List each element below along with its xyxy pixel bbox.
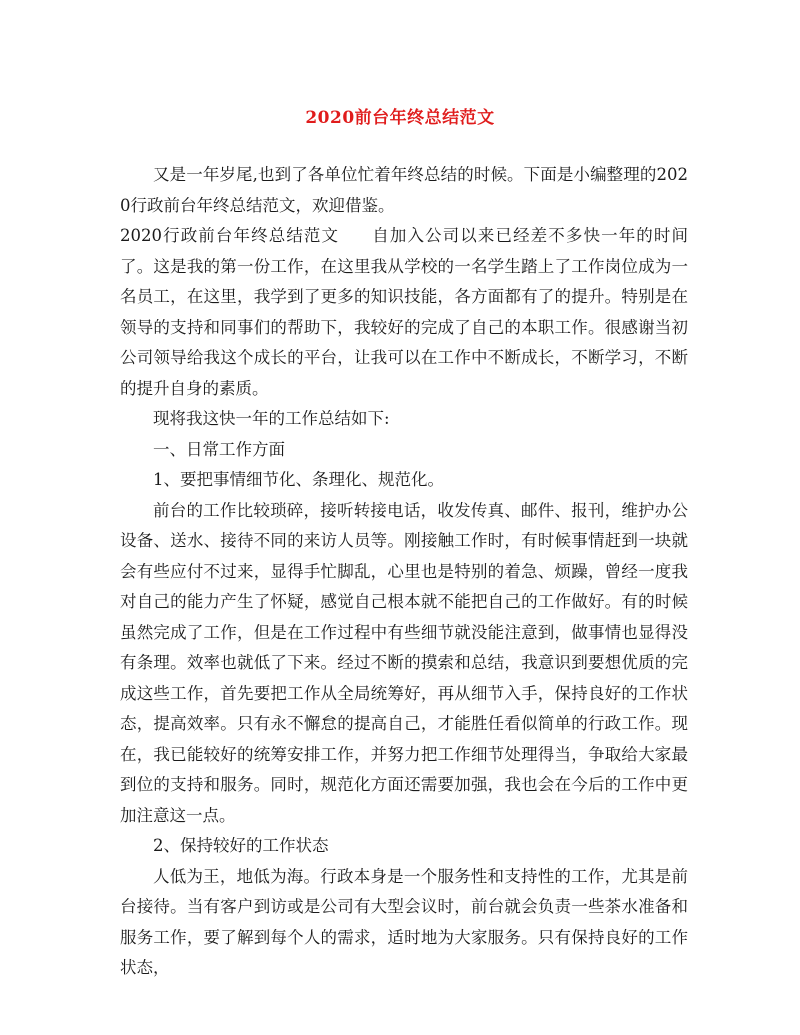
body-paragraph-2: 现将我这快一年的工作总结如下: bbox=[153, 409, 390, 428]
document-body bbox=[120, 160, 688, 1005]
sub-heading: 2020行政前台年终总结范文 bbox=[120, 226, 340, 245]
sub-heading-paragraph bbox=[120, 221, 688, 404]
body-paragraph-1: 自加入公司以来已经差不多快一年的时间了。这是我的第一份工作，在这里我从学校的一名学生踏上了工作岗位成为一名员工，在这里，我学到了更多的知识技能，各方面都有了的提升。特别是在领导的支持和同事们的帮助下，我较好的完成了自己的本职工作。很感谢当初公司领导给我这个成长的平台，让我可以在工作中不断成长，不断学习，不断的提升自身的素质。 bbox=[120, 226, 688, 398]
body-paragraph-4: 人低为王，地低为海。行政本身是一个服务性和支持性的工作，尤其是前台接待。当有客户到访或是公司有大型会议时，前台就会负责一些茶水准备和服务工作，要了解到每个人的需求，适时地为大家服务。只有保持良好的工作状态， bbox=[120, 866, 688, 977]
document-title: 2020前台年终总结范文 bbox=[305, 108, 495, 128]
intro-paragraph: 又是一年岁尾,也到了各单位忙着年终总结的时候。下面是小编整理的2020行政前台年终总结范文，欢迎借鉴。 bbox=[120, 165, 688, 215]
section-heading-1: 一、日常工作方面 bbox=[153, 439, 285, 459]
list-item-1: 1、要把事情细节化、条理化、规范化。 bbox=[153, 470, 444, 489]
body-paragraph-3: 前台的工作比较琐碎，接听转接电话，收发传真、邮件、报刊，维护办公设备、送水、接待不同的来访人员等。刚接触工作时，有时候事情赶到一块就会有些应付不过来，显得手忙脚乱，心里也是特别的着急、烦躁，曾经一度我对自己的能力产生了怀疑，感觉自己根本就不能把自己的工作做好。有的时候虽然完成了工作，但是在工作过程中有些细节就没能注意到，做事情也显得没有条理。效率也就低了下来。经过不断的摸索和总结，我意识到要想优质的完成这些工作，首先要把工作从全局统筹好，再从细节入手，保持良好的工作状态，提高效率。只有永不懈怠的提高自己，才能胜任看似简单的行政工作。现在，我已能较好的统筹安排工作，并努力把工作细节处理得当，争取给大家最到位的支持和服务。同时，规范化方面还需要加强，我也会在今后的工作中更加注意这一点。 bbox=[120, 500, 688, 825]
list-item-2: 2、保持较好的工作状态 bbox=[153, 836, 329, 855]
